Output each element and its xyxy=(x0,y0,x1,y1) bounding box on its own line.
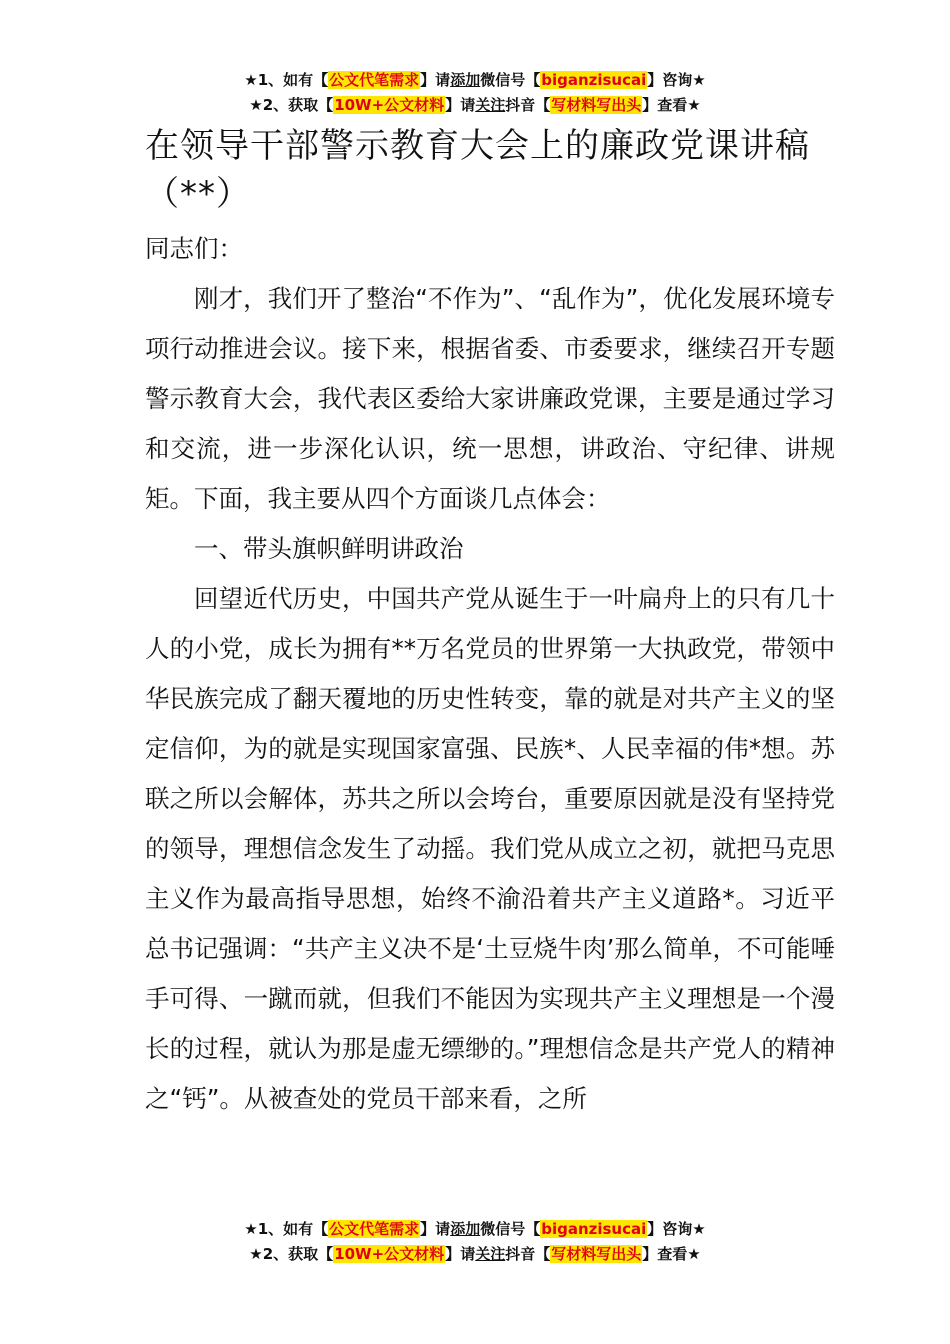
banner-text: 微信号【 xyxy=(480,71,541,89)
banner-line-2 xyxy=(0,93,950,118)
banner-text: 】咨询★ xyxy=(647,71,706,89)
document-title: 在领导干部警示教育大会上的廉政党课讲稿（**） xyxy=(145,126,810,214)
banner-text: 】咨询★ xyxy=(647,1220,706,1238)
banner-text: ★2、获取【 xyxy=(249,1245,334,1263)
banner-line-1 xyxy=(0,1217,950,1242)
paragraph: 刚才，我们开了整治“不作为”、“乱作为”，优化发展环境专项行动推进会议。接下来，根据省委、市委要求，继续召开专题警示教育大会，我代表区委给大家讲廉政党课，主要是通过学习和交流，进一步深化认识，统一思想，讲政治、守纪律、讲规矩。下面，我主要从四个方面谈几点体会： xyxy=(145,284,835,513)
banner-highlight: 写材料写出头 xyxy=(551,1245,642,1263)
banner-highlight: 公文代笔需求 xyxy=(329,1220,420,1238)
footer-banner xyxy=(0,1217,950,1267)
banner-text: 】请 xyxy=(420,1220,451,1238)
banner-highlight: 写材料写出头 xyxy=(551,96,642,114)
banner-line-1 xyxy=(0,68,950,93)
banner-text: ★2、获取【 xyxy=(249,96,334,114)
paragraph: 回望近代历史，中国共产党从诞生于一叶扁舟上的只有几十人的小党，成长为拥有**万名党员的世界第一大执政党，带领中华民族完成了翻天覆地的历史性转变，靠的就是对共产主义的坚定信仰，为的就是实现国家富强、民族*、人民幸福的伟*想。苏联之所以会解体，苏共之所以会垮台，重要原因就是没有坚持党的领导，理想信念发生了动摇。我们党从成立之初，就把马克思主义作为最高指导思想，始终不渝沿着共产主义道路*。习近平总书记强调：“共产主义决不是‘土豆烧牛肉’那么简单，不可能唾手可得、一蹴而就，但我们不能因为实现共产主义理想是一个漫长的过程，就认为那是虚无缥缈的。”理想信念是共产党人的精神之“钙”。从被查处的党员干部来看，之所 xyxy=(145,584,835,1113)
salutation: 同志们： xyxy=(145,234,243,263)
banner-line-2 xyxy=(0,1242,950,1267)
banner-text: 抖音【 xyxy=(505,96,551,114)
banner-text: 微信号【 xyxy=(480,1220,541,1238)
document-body xyxy=(145,224,835,1124)
header-banner xyxy=(0,68,950,118)
banner-underlined: 添加 xyxy=(450,1220,481,1238)
banner-text: 】查看★ xyxy=(642,96,701,114)
banner-text: 】查看★ xyxy=(642,1245,701,1263)
banner-highlight: 10W+公文材料 xyxy=(334,96,445,114)
banner-highlight: 公文代笔需求 xyxy=(329,71,420,89)
banner-text: 】请 xyxy=(420,71,451,89)
banner-text: 】请 xyxy=(445,1245,476,1263)
banner-highlight: biganzisucai xyxy=(541,71,647,89)
banner-underlined: 添加 xyxy=(450,71,481,89)
banner-text: 抖音【 xyxy=(505,1245,551,1263)
section-heading: 一、带头旗帜鲜明讲政治 xyxy=(194,534,464,563)
banner-highlight: biganzisucai xyxy=(541,1220,647,1238)
banner-highlight: 10W+公文材料 xyxy=(334,1245,445,1263)
banner-text: 】请 xyxy=(445,96,476,114)
banner-text: ★1、如有【 xyxy=(244,71,329,89)
banner-text: ★1、如有【 xyxy=(244,1220,329,1238)
banner-underlined: 关注 xyxy=(475,1245,506,1263)
banner-underlined: 关注 xyxy=(475,96,506,114)
